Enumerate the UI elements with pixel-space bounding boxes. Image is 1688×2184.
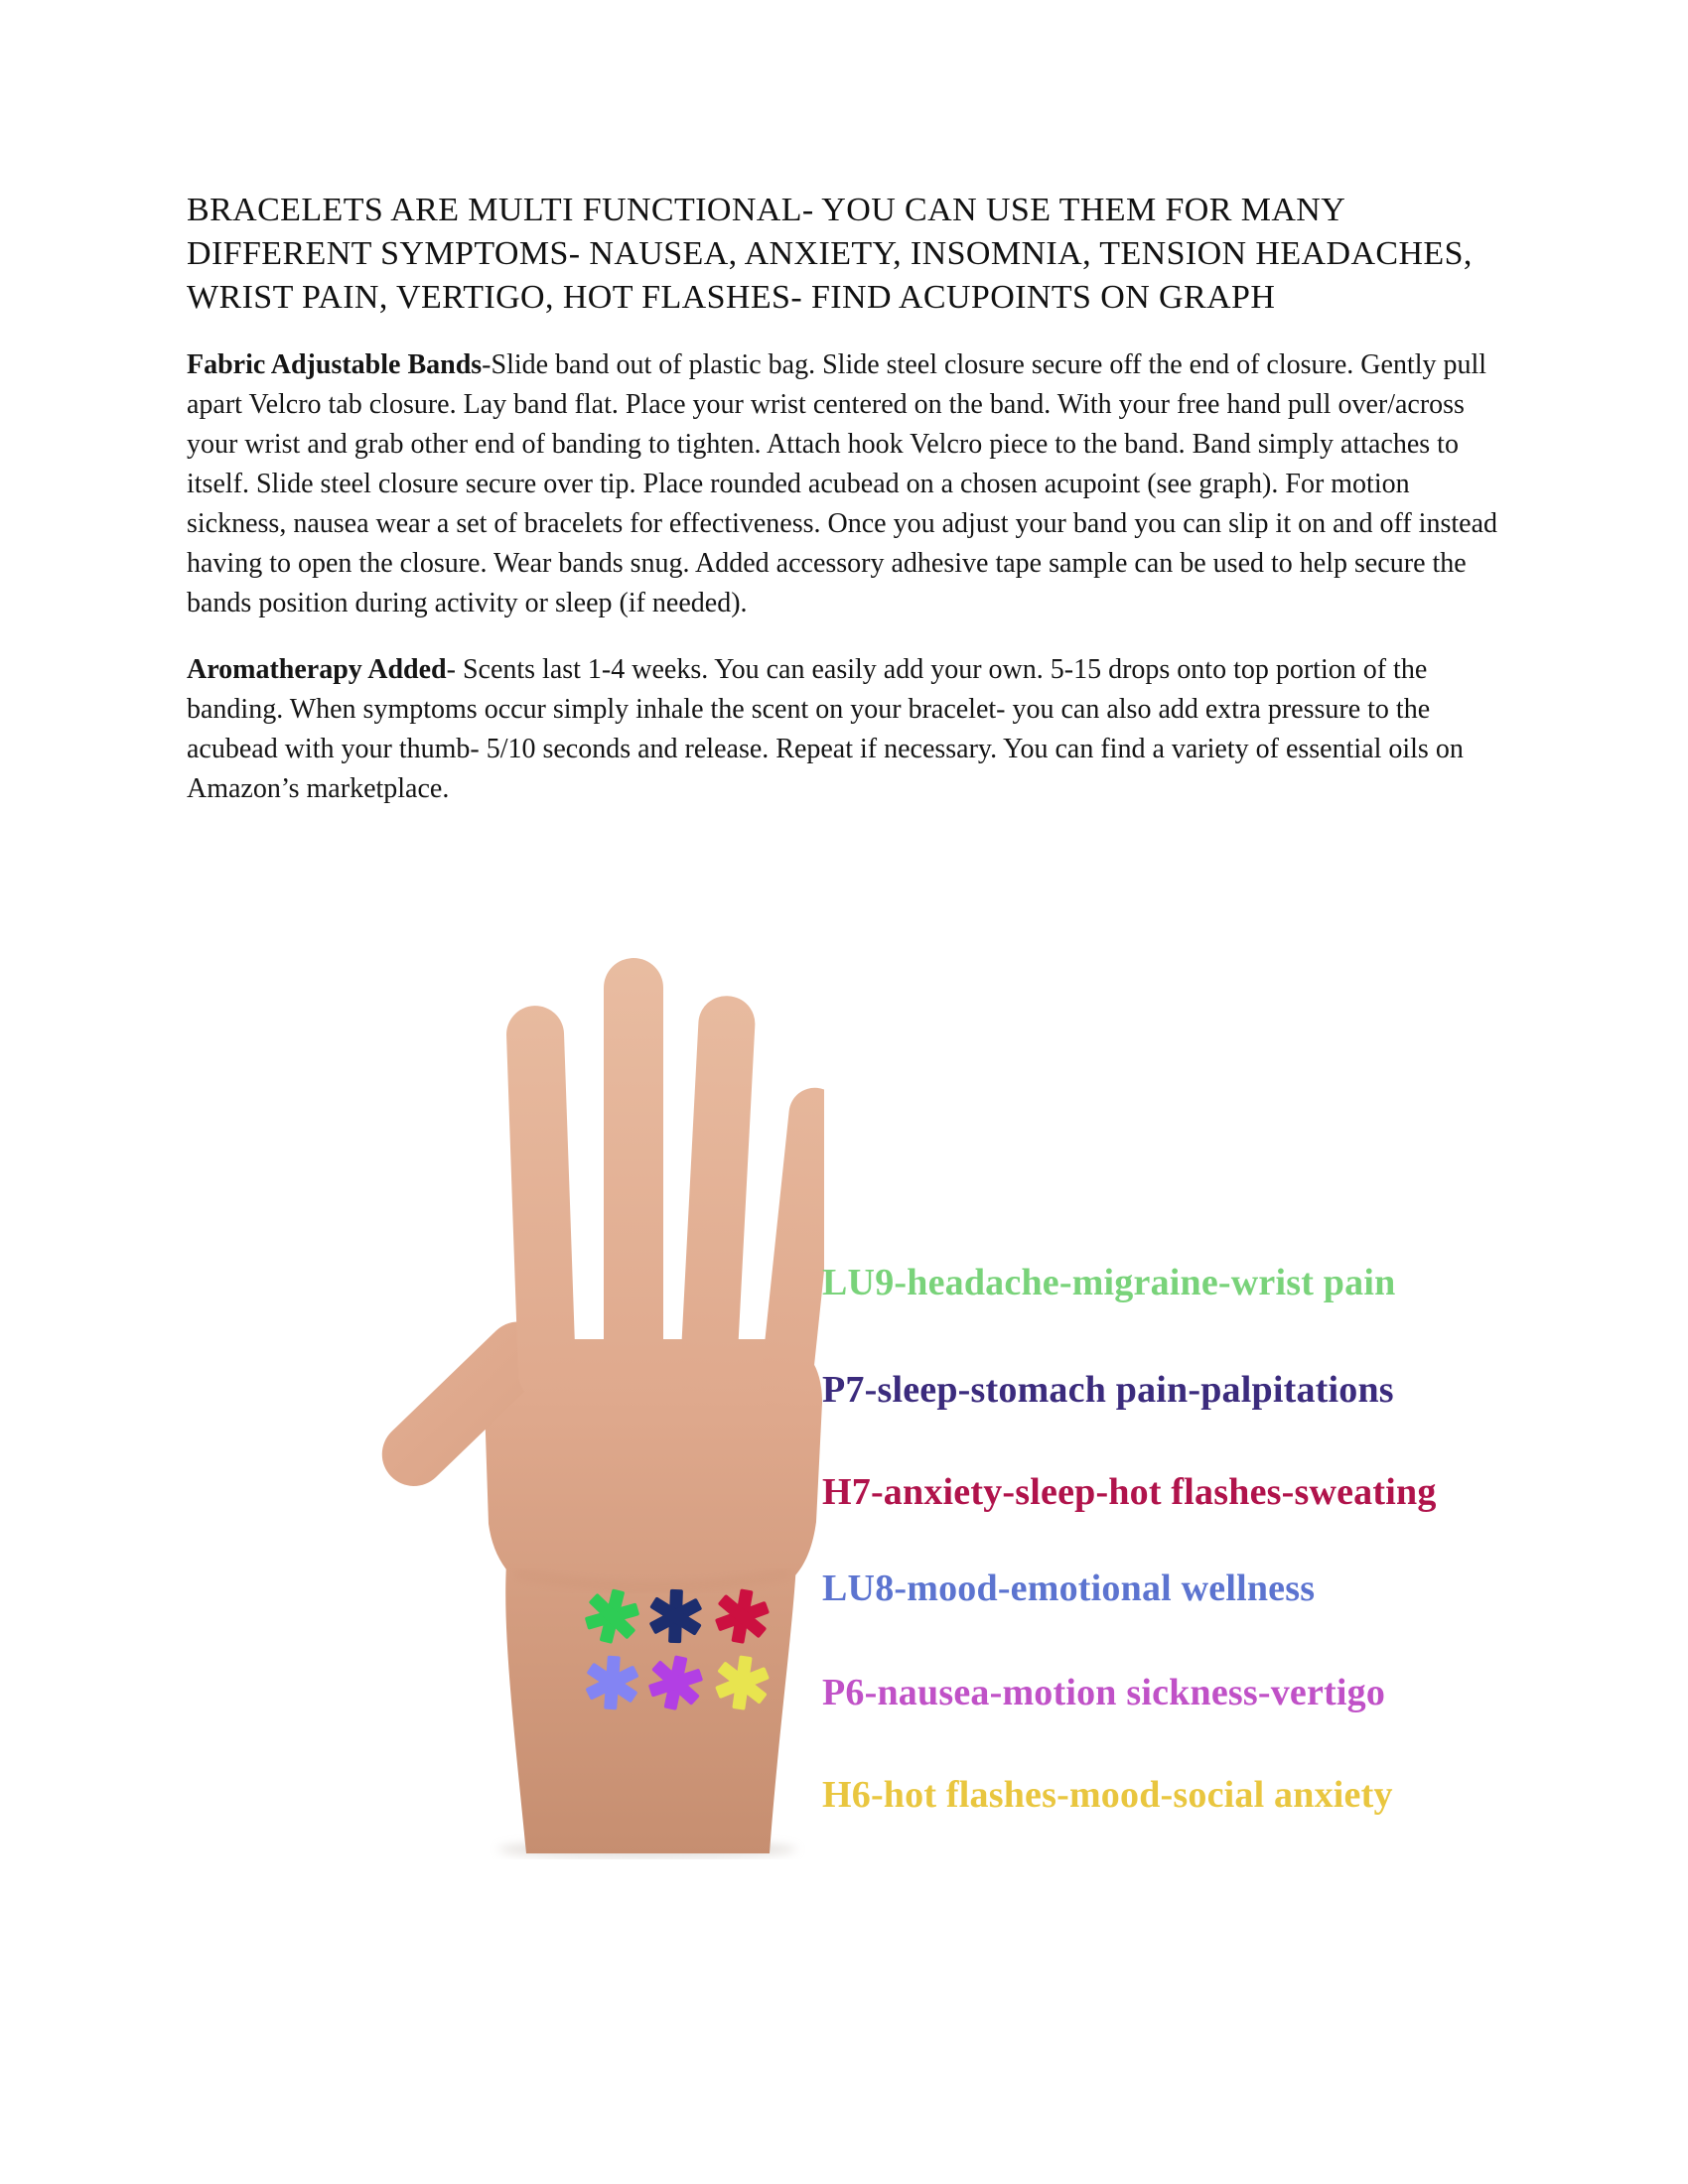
paragraph-fabric-adjustable-bands	[187, 345, 1509, 623]
paragraph-aromatherapy-added	[187, 650, 1509, 809]
middle-finger	[604, 958, 663, 1400]
acupoint-label-lu8: LU8-mood-emotional wellness	[822, 1568, 1316, 1609]
paragraph-body-aromatherapy: - Scents last 1-4 weeks. You can easily add your own. 5-15 drops onto top portion of the banding. When symptoms occur simply inhale the scent on your bracelet- you can also add extra pressure to the acubead with your thumb- 5/10 seconds and release. Repeat if necessary. You can find a variety of essential oils on Amazon’s marketplace.	[187, 654, 1464, 804]
acupoint-marker-crimson	[711, 1585, 774, 1648]
paragraph-lead-fabric-bands: Fabric Adjustable Bands	[187, 349, 483, 380]
acupoint-marker-yellow	[712, 1653, 773, 1713]
paragraph-body-fabric-bands: -Slide band out of plastic bag. Slide steel closure secure off the end of closure. Gently pull apart Velcro tab closure. Lay band flat. Place your wrist centered on the band. With your free hand pull over/across your wrist and grab other end of banding to tighten. Attach hook Velcro piece to the band. Band simply attaches to itself. Slide steel closure secure over tip. Place rounded acubead on a chosen acupoint (see graph). For motion sickness, nausea wear a set of bracelets for effectiveness. Once you adjust your band you can slip it on and off instead having to open the closure. Wear bands snug. Added accessory adhesive tape sample can be used to help secure the bands position during activity or sleep (if needed).	[187, 349, 1497, 618]
page-title: BRACELETS ARE MULTI FUNCTIONAL- YOU CAN USE THEM FOR MANY DIFFERENT SYMPTOMS- NAUSEA, ANXIETY, INSOMNIA, TENSION HEADACHES, WRIST PAIN, VERTIGO, HOT FLASHES- FIND ACUPOINTS ON GRAPH	[187, 192, 1473, 316]
acupoint-marker-navy	[647, 1588, 703, 1644]
acupoint-label-p7: P7-sleep-stomach pain-palpitations	[822, 1369, 1394, 1411]
acupoint-marker-purple	[643, 1651, 707, 1714]
acupoint-label-h7: H7-anxiety-sleep-hot flashes-sweating	[822, 1471, 1437, 1513]
acupoint-label-h6: H6-hot flashes-mood-social anxiety	[822, 1774, 1393, 1816]
paragraph-lead-aromatherapy: Aromatherapy Added	[187, 654, 447, 685]
acupoint-label-lu9: LU9-headache-migraine-wrist pain	[822, 1262, 1396, 1303]
acupoint-label-p6: P6-nausea-motion sickness-vertigo	[822, 1672, 1386, 1713]
document-text-column	[187, 189, 1509, 836]
hand-photo	[357, 938, 824, 1859]
acupoint-marker-periwinkle	[583, 1654, 640, 1711]
hand-acupoints-figure	[357, 938, 1470, 1871]
